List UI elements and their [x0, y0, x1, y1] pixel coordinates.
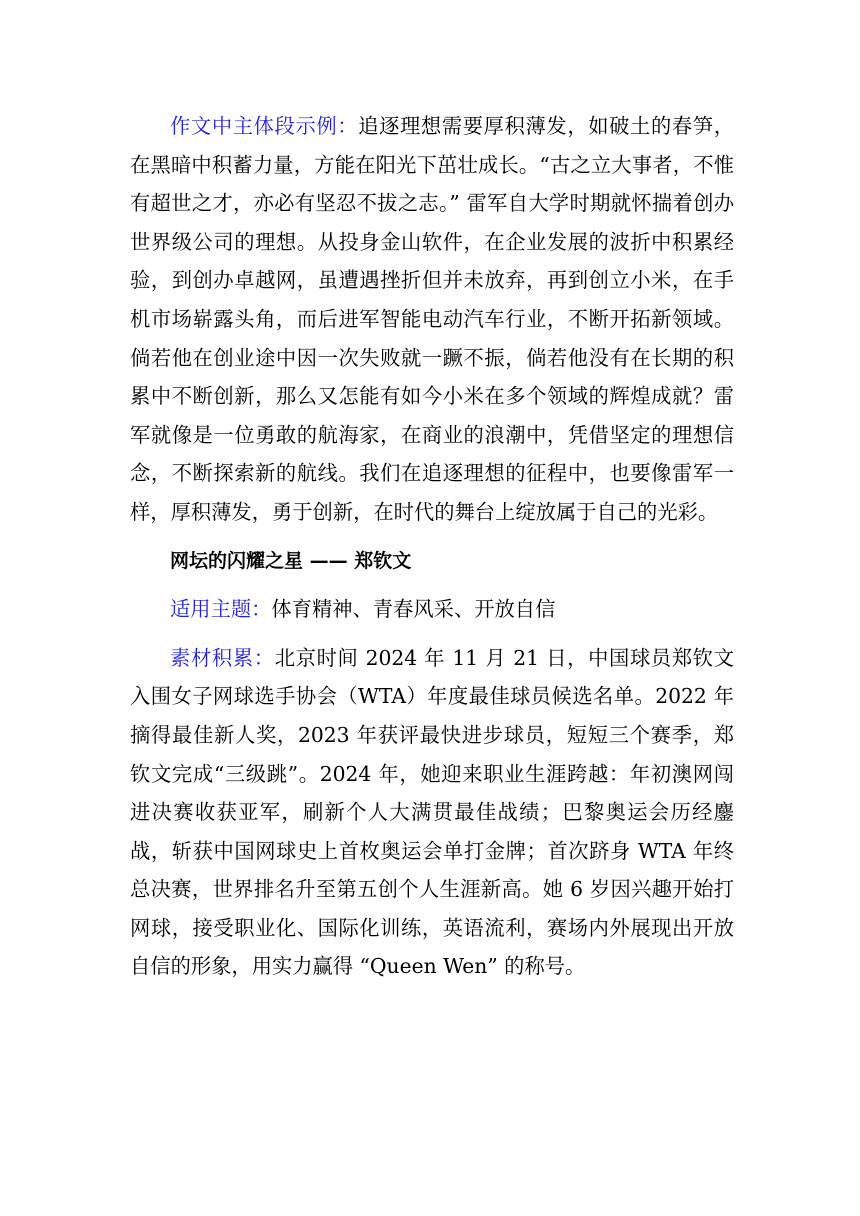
material-text: 北京时间 2024 年 11 月 21 日，中国球员郑钦文入围女子网球选手协会（WTA）年度最佳球员候选名单。2022 年摘得最佳新人奖，2023 年获评最快进步球员，短短三个赛季，郑钦文完成“三级跳”。2024 年，她迎来职业生涯跨越：年初澳网闯进决赛收获亚军，刷新个人大满贯最佳战绩；巴黎奥运会历经鏖战，斩获中国网球史上首枚奥运会单打金牌；首次跻身 WTA 年终总决赛，世界排名升至第五创个人生涯新高。她 6 岁因兴趣开始打网球，接受职业化、国际化训练，英语流利，赛场内外展现出开放自信的形象，用实力赢得 “Queen Wen” 的称号。: [130, 645, 734, 979]
theme-paragraph: [130, 590, 734, 629]
essay-example-label: 作文中主体段示例：: [170, 114, 359, 138]
theme-text: 体育精神、青春风采、开放自信: [271, 597, 556, 622]
essay-example-text: 追逐理想需要厚积薄发，如破土的春笋，在黑暗中积蓄力量，方能在阳光下茁壮成长。“古之立大事者，不惟有超世之才，亦必有坚忍不拔之志。” 雷军自大学时期就怀揣着创办世界级公司的理想。从投身金山软件，在企业发展的波折中积累经验，到创办卓越网，虽遭遇挫折但并未放弃，再到创立小米，在手机市场崭露头角，而后进军智能电动汽车行业，不断开拓新领域。倘若他在创业途中因一次失败就一蹶不振，倘若他没有在长期的积累中不断创新，那么又怎能有如今小米在多个领域的辉煌成就？雷军就像是一位勇敢的航海家，在商业的浪潮中，凭借坚定的理想信念，不断探索新的航线。我们在追逐理想的征程中，也要像雷军一样，厚积薄发，勇于创新，在时代的舞台上绽放属于自己的光彩。: [130, 114, 734, 524]
material-label: 素材积累：: [170, 645, 275, 670]
essay-example-paragraph: [130, 107, 734, 532]
material-paragraph: [130, 639, 734, 986]
section-title: 网坛的闪耀之星 —— 郑钦文: [170, 549, 412, 572]
document-page: [130, 107, 734, 986]
theme-label: 适用主题：: [170, 597, 272, 622]
